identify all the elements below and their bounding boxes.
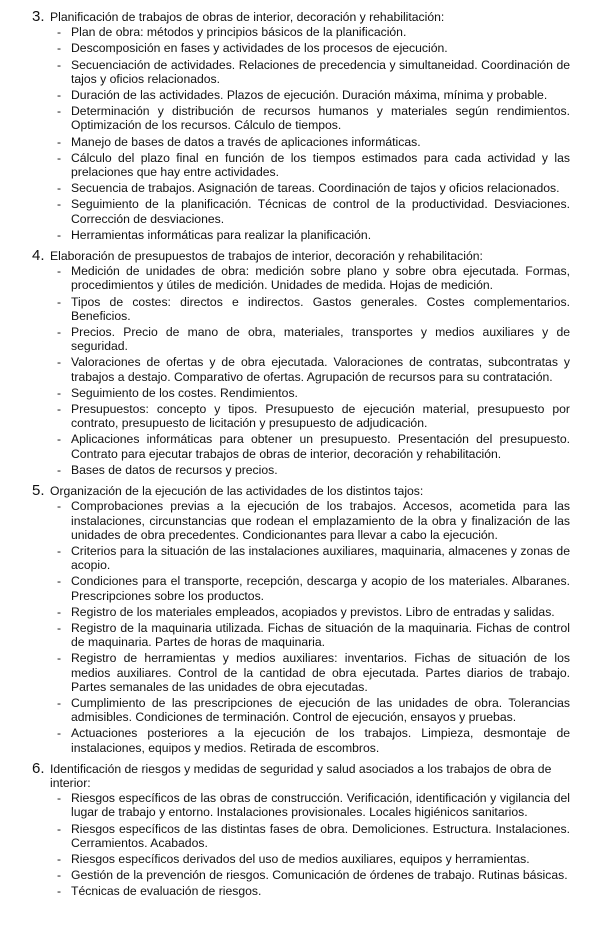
section-number: 3. — [32, 8, 45, 25]
list-item-text: Duración de las actividades. Plazos de ejecución. Duración máxima, mínima y probable. — [71, 88, 548, 103]
list-item — [0, 295, 600, 323]
list-item — [0, 386, 600, 400]
list-item-text: Aplicaciones informáticas para obtener un presupuesto. Presentación del presupuesto. Contrato para ejecutar trabajos de obras de interior, decoración y rehabilitación. — [71, 432, 570, 461]
document-page — [0, 10, 600, 906]
list-item — [0, 135, 600, 149]
list-item-text: Riesgos específicos de las distintas fases de obra. Demoliciones. Estructura. Instalaciones. Cerramientos. Acabados. — [71, 821, 570, 850]
section-item-list — [0, 264, 600, 477]
dash-bullet: - — [57, 181, 62, 196]
section-item-list — [0, 791, 600, 898]
list-item-text: Registro de la maquinaria utilizada. Fichas de situación de la maquinaria. Fichas de control de maquinaria. Partes de horas de maquinaria. — [71, 620, 570, 650]
list-item-text: Registro de herramientas y medios auxiliares: inventarios. Fichas de situación de los medios auxiliares. Control de la cantidad de obra ejecutada. Partes diarios de trabajo. Partes semanales de las unidades de obra ejecutadas. — [71, 651, 570, 694]
dash-bullet: - — [57, 821, 62, 836]
list-item — [0, 574, 600, 602]
list-item — [0, 463, 600, 477]
dash-bullet: - — [57, 150, 62, 165]
list-item — [0, 726, 600, 754]
section-title: Elaboración de presupuestos de trabajos de interior, decoración y rehabilitación: — [50, 249, 483, 264]
dash-bullet: - — [57, 294, 62, 309]
list-item — [0, 58, 600, 86]
dash-bullet: - — [57, 726, 62, 741]
list-item — [0, 696, 600, 724]
section-heading — [0, 759, 600, 790]
list-item-text: Riesgos específicos de las obras de construcción. Verificación, identificación y vigilancia del lugar de trabajo y entorno. Instalaciones provisionales. Locales higiénicos sanitarios. — [71, 791, 570, 820]
dash-bullet: - — [57, 25, 62, 40]
list-item-text: Manejo de bases de datos a través de aplicaciones informáticas. — [71, 134, 421, 149]
list-item — [0, 88, 600, 102]
section-item-list — [0, 25, 600, 242]
section-6 — [0, 759, 600, 899]
section-number: 6. — [32, 759, 45, 777]
list-item-text: Valoraciones de ofertas y de obra ejecutada. Valoraciones de contratas, subcontratas y trabajos a destajo. Comparativo de ofertas. Agrupación de recursos para su contratación. — [71, 355, 570, 384]
list-item-text: Herramientas informáticas para realizar la planificación. — [71, 227, 372, 242]
dash-bullet: - — [57, 88, 62, 103]
list-item — [0, 228, 600, 242]
dash-bullet: - — [57, 325, 62, 340]
list-item — [0, 151, 600, 179]
dash-bullet: - — [57, 227, 62, 242]
dash-bullet: - — [57, 851, 62, 866]
section-heading — [0, 484, 600, 498]
list-item-text: Tipos de costes: directos e indirectos. Gastos generales. Costes complementarios. Beneficios. — [71, 294, 570, 323]
list-item-text: Riesgos específicos derivados del uso de medios auxiliares, equipos y herramientas. — [71, 851, 530, 866]
list-item-text: Técnicas de evaluación de riesgos. — [71, 884, 262, 899]
section-number: 4. — [32, 247, 45, 265]
list-item-text: Descomposición en fases y actividades de los procesos de ejecución. — [71, 41, 448, 56]
section-title: Planificación de trabajos de obras de interior, decoración y rehabilitación: — [50, 10, 445, 24]
dash-bullet: - — [57, 791, 62, 806]
dash-bullet: - — [57, 574, 62, 589]
list-item-text: Presupuestos: concepto y tipos. Presupuesto de ejecución material, presupuesto por contrato, presupuesto de licitación y presupuesto de adjudicación. — [71, 402, 570, 431]
list-item — [0, 852, 600, 866]
dash-bullet: - — [57, 868, 62, 883]
list-item-text: Gestión de la prevención de riesgos. Comunicación de órdenes de trabajo. Rutinas básicas. — [71, 868, 568, 883]
section-3 — [0, 10, 600, 242]
dash-bullet: - — [57, 884, 62, 899]
list-item-text: Cálculo del plazo final en función de los tiempos estimados para cada actividad y las prelaciones que hay entre actividades. — [71, 150, 570, 180]
list-item-text: Registro de los materiales empleados, acopiados y previstos. Libro de entradas y salidas. — [71, 604, 555, 619]
section-number: 5. — [32, 482, 45, 500]
dash-bullet: - — [57, 264, 62, 279]
dash-bullet: - — [57, 385, 62, 400]
dash-bullet: - — [57, 620, 62, 635]
dash-bullet: - — [57, 57, 62, 72]
section-4 — [0, 249, 600, 477]
dash-bullet: - — [57, 402, 62, 417]
list-item — [0, 41, 600, 55]
list-item-text: Condiciones para el transporte, recepción, descarga y acopio de los materiales. Albaranes. Prescripciones sobre los productos. — [71, 574, 570, 603]
list-item-text: Secuenciación de actividades. Relaciones de precedencia y simultaneidad. Coordinación de tajos y oficios relacionados. — [71, 57, 570, 86]
list-item-text: Criterios para la situación de las instalaciones auxiliares, maquinaria, almacenes y zonas de acopio. — [71, 543, 570, 573]
list-item-text: Determinación y distribución de recursos humanos y materiales según rendimientos. Optimización de los recursos. Cálculo de tiempos. — [71, 104, 570, 133]
list-item — [0, 621, 600, 649]
list-item-text: Seguimiento de los costes. Rendimientos. — [71, 385, 298, 400]
section-heading — [0, 249, 600, 263]
list-item — [0, 355, 600, 383]
list-item — [0, 197, 600, 225]
list-item-text: Bases de datos de recursos y precios. — [71, 462, 278, 477]
list-item — [0, 791, 600, 819]
list-item-text: Comprobaciones previas a la ejecución de los trabajos. Accesos, acometida para las instalaciones, circunstancias que rodean el emplazamiento de la obra y finalización de las unidades de obra precedentes. Condicionantes para llevar a cabo la ejecución. — [71, 499, 570, 542]
list-item — [0, 181, 600, 195]
list-item — [0, 499, 600, 542]
list-item-text: Seguimiento de la planificación. Técnicas de control de la productividad. Desviaciones. Corrección de desviaciones. — [71, 197, 570, 226]
dash-bullet: - — [57, 462, 62, 477]
section-heading — [0, 10, 600, 24]
dash-bullet: - — [57, 41, 62, 56]
dash-bullet: - — [57, 499, 62, 514]
list-item — [0, 868, 600, 882]
dash-bullet: - — [57, 604, 62, 619]
dash-bullet: - — [57, 432, 62, 447]
list-item-text: Secuencia de trabajos. Asignación de tareas. Coordinación de tajos y oficios relacionados. — [71, 181, 560, 196]
list-item — [0, 325, 600, 353]
list-item-text: Plan de obra: métodos y principios básicos de la planificación. — [71, 25, 407, 40]
list-item — [0, 822, 600, 850]
list-item — [0, 544, 600, 572]
list-item — [0, 104, 600, 132]
list-item — [0, 264, 600, 292]
dash-bullet: - — [57, 197, 62, 212]
dash-bullet: - — [57, 651, 62, 666]
dash-bullet: - — [57, 355, 62, 370]
section-title: Organización de la ejecución de las actividades de los distintos tajos: — [50, 484, 424, 499]
section-item-list — [0, 499, 600, 754]
dash-bullet: - — [57, 543, 62, 558]
dash-bullet: - — [57, 104, 62, 119]
list-item — [0, 651, 600, 694]
list-item-text: Precios. Precio de mano de obra, materiales, transportes y medios auxiliares y de seguridad. — [71, 325, 570, 354]
section-5 — [0, 484, 600, 755]
list-item-text: Medición de unidades de obra: medición sobre plano y sobre obra ejecutada. Formas, procedimientos y útiles de medición. Unidades de medida. Hojas de medición. — [71, 264, 570, 293]
list-item — [0, 432, 600, 460]
list-item-text: Cumplimiento de las prescripciones de ejecución de las unidades de obra. Tolerancias admisibles. Condiciones de terminación. Control de ejecución, ensayos y pruebas. — [71, 695, 570, 725]
list-item — [0, 884, 600, 898]
dash-bullet: - — [57, 695, 62, 710]
list-item-text: Actuaciones posteriores a la ejecución de los trabajos. Limpieza, desmontaje de instalaciones, equipos y medios. Retirada de escombros. — [71, 726, 570, 755]
dash-bullet: - — [57, 134, 62, 149]
section-title: Identificación de riesgos y medidas de seguridad y salud asociados a los trabajos de obra de interior: — [50, 761, 552, 790]
list-item — [0, 605, 600, 619]
list-item — [0, 25, 600, 39]
list-item — [0, 402, 600, 430]
